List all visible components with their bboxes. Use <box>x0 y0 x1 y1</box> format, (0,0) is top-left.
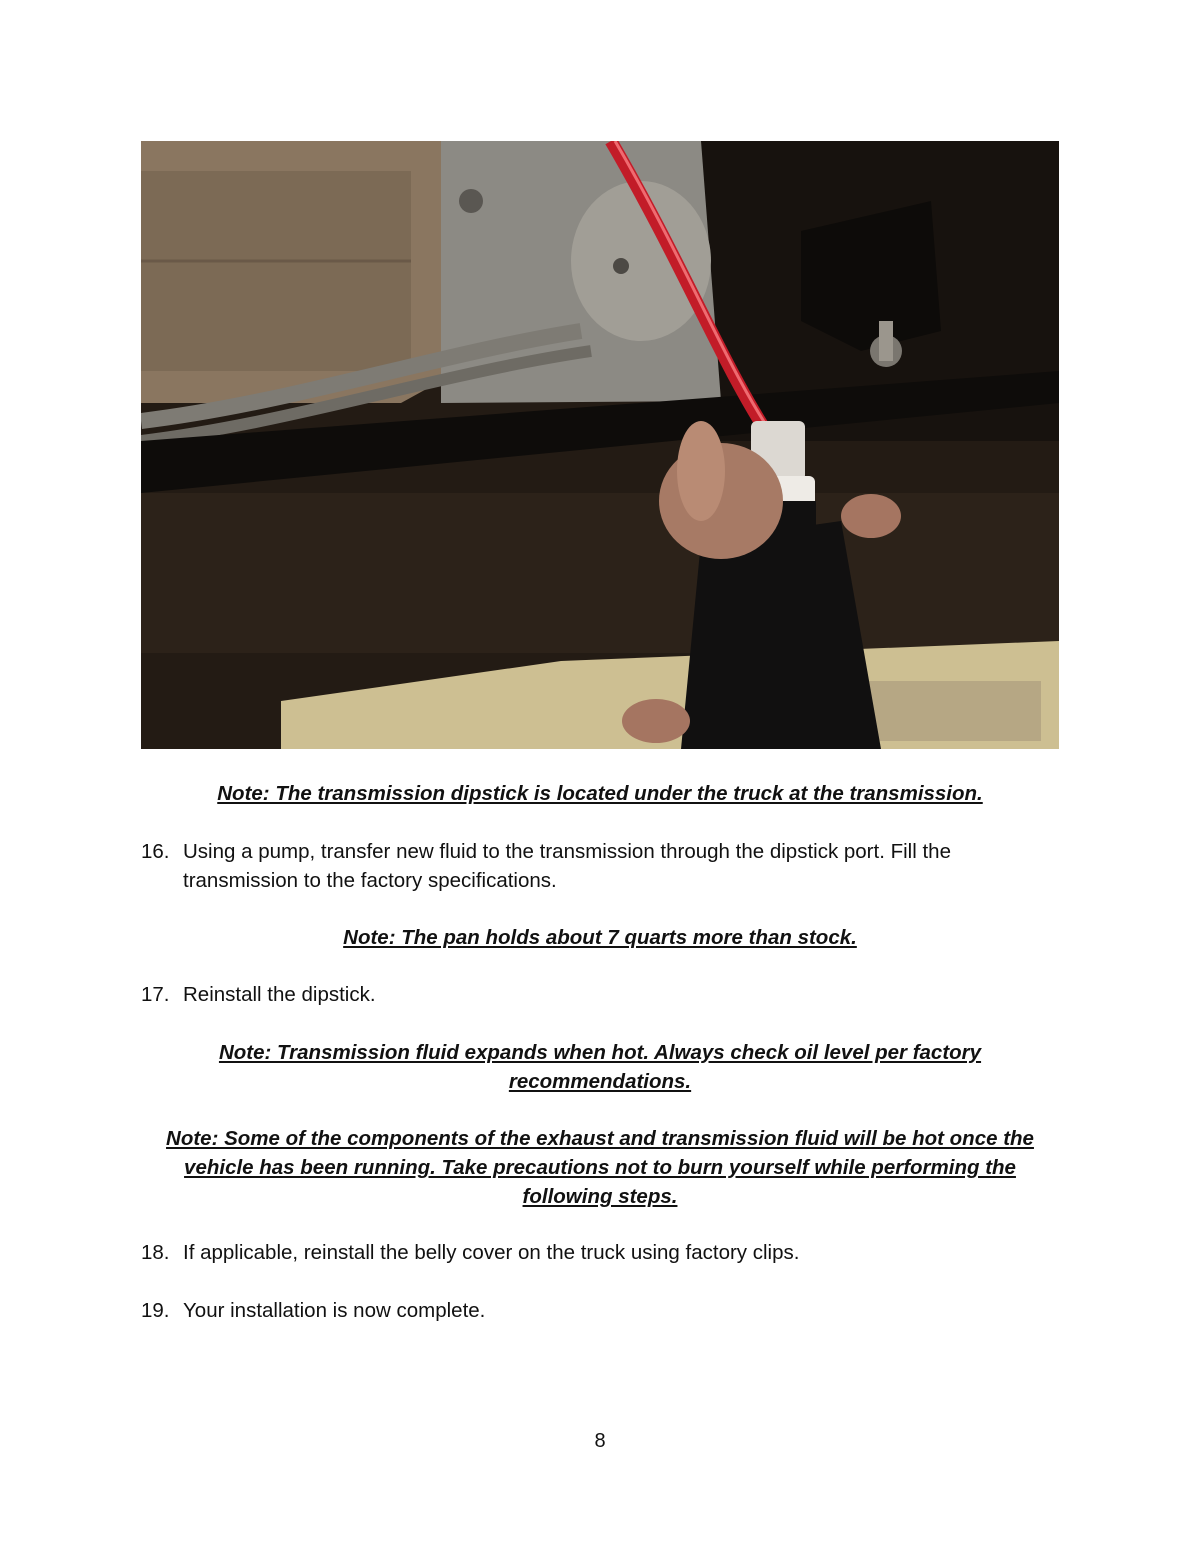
step-number: 17. <box>141 983 170 1006</box>
step-text: If applicable, reinstall the belly cover on the truck using factory clips. <box>183 1241 800 1264</box>
page-number: 8 <box>594 1430 606 1452</box>
step-16 <box>141 837 1041 895</box>
note-dipstick-location: Note: The transmission dipstick is located under the truck at the transmission. <box>217 782 983 805</box>
step-text: Reinstall the dipstick. <box>183 983 376 1006</box>
step-text: Your installation is now complete. <box>183 1299 486 1322</box>
step-17 <box>141 980 1041 1009</box>
note-hot-components: Note: Some of the components of the exhaust and transmission fluid will be hot once the vehicle has been running. Take precautions not to burn yourself while performing the following steps. <box>166 1127 1034 1208</box>
transmission-fluid-fill-photo <box>141 141 1059 749</box>
step-number: 16. <box>141 840 170 863</box>
step-text: Using a pump, transfer new fluid to the transmission through the dipstick port. Fill the <box>183 840 951 863</box>
step-number: 18. <box>141 1241 170 1264</box>
step-19 <box>141 1296 1041 1325</box>
step-number: 19. <box>141 1299 170 1322</box>
step-18 <box>141 1238 1041 1267</box>
note-fluid-expands: Note: Transmission fluid expands when hot. Always check oil level per factory recommendations. <box>218 1041 982 1093</box>
note-pan-capacity: Note: The pan holds about 7 quarts more than stock. <box>343 926 857 949</box>
step-text-continued: transmission to the factory specifications. <box>183 869 557 892</box>
